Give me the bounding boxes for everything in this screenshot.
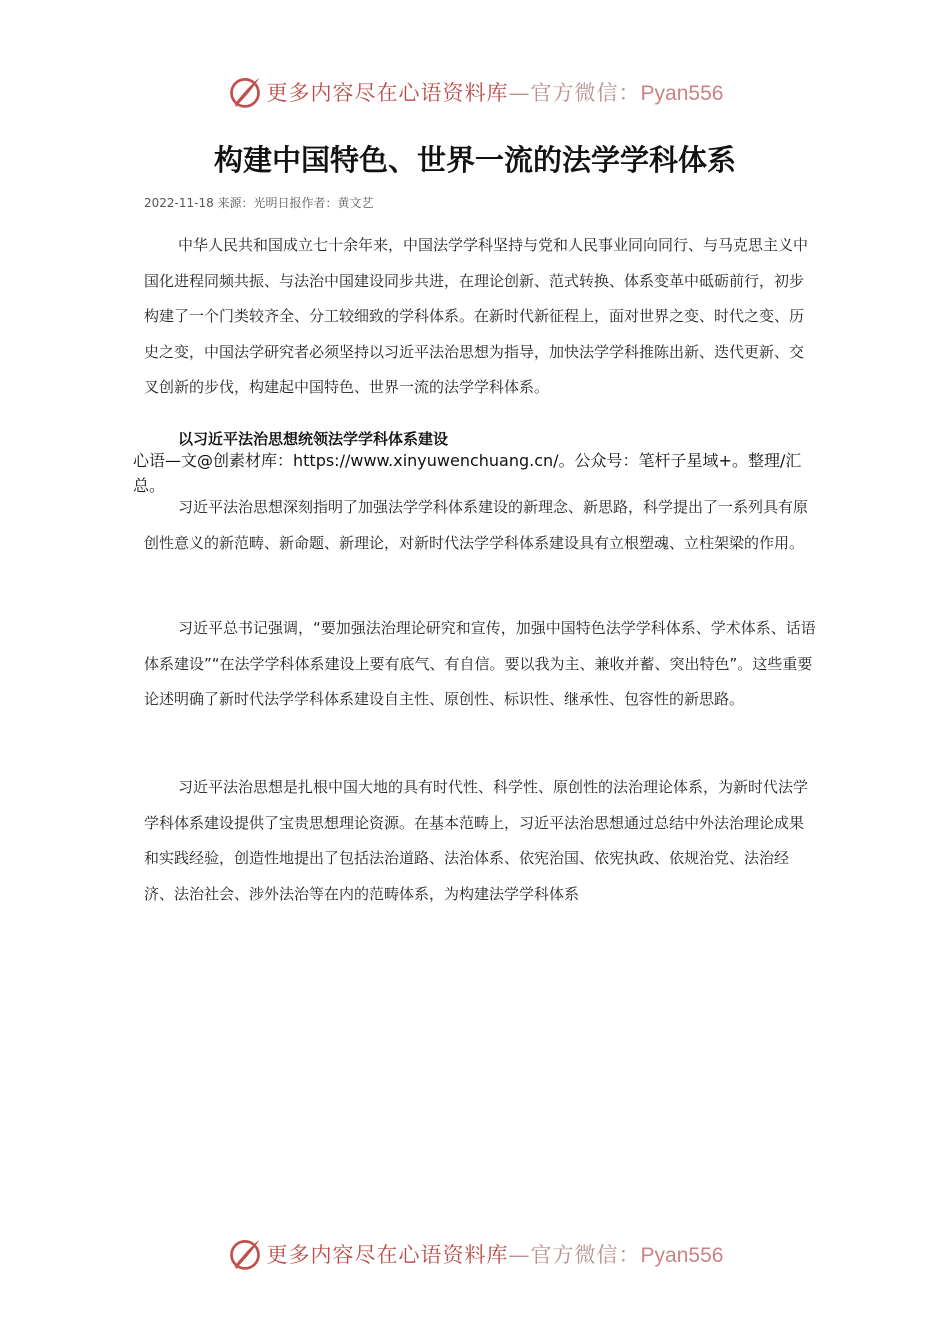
- quill-logo-icon: [227, 1236, 263, 1272]
- paragraph-1: 中华人民共和国成立七十余年来，中国法学学科坚持与党和人民事业同向同行、与马克思主义中国化进程同频共振、与法治中国建设同步共进，在理论创新、范式转换、体系变革中砥砺前行，初步构建了一个门类较齐全、分工较细致的学科体系。在新时代新征程上，面对世界之变、时代之变、历史之变，中国法学研究者必须坚持以习近平法治思想为指导，加快法学学科推陈出新、迭代更新、交叉创新的步伐，构建起中国特色、世界一流的法学学科体系。: [144, 236, 809, 396]
- header-banner: [0, 70, 950, 114]
- footer-banner: [0, 1232, 950, 1276]
- quill-logo-icon: [227, 74, 263, 110]
- banner-text: 更多内容尽在心语资料库—官方微信：Pyan556: [266, 81, 724, 105]
- paragraph-3: 习近平总书记强调，“要加强法治理论研究和宣传，加强中国特色法学学科体系、学术体系、话语体系建设”“在法学学科体系建设上要有底气、有自信。要以我为主、兼收并蓄、突出特色”。这些重要论述明确了新时代法学学科体系建设自主性、原创性、标识性、继承性、包容性的新思路。: [144, 619, 816, 708]
- section-heading: 以习近平法治思想统领法学学科体系建设: [178, 430, 449, 448]
- paragraph-2: 习近平法治思想深刻指明了加强法学学科体系建设的新理念、新思路，科学提出了一系列具有原创性意义的新范畴、新命题、新理论，对新时代法学学科体系建设具有立根塑魂、立柱架梁的作用。: [144, 498, 809, 552]
- source-note: 心语—文@创素材库：https://www.xinyuwenchuang.cn/。公众号：笔杆子星域+。整理/汇总。: [133, 451, 802, 495]
- article-meta: 2022-11-18 来源：光明日报作者：黄文艺: [144, 196, 374, 210]
- article-title: 构建中国特色、世界一流的法学学科体系: [213, 143, 736, 177]
- banner-text: 更多内容尽在心语资料库—官方微信：Pyan556: [266, 1243, 724, 1267]
- paragraph-4: 习近平法治思想是扎根中国大地的具有时代性、科学性、原创性的法治理论体系，为新时代法学学科体系建设提供了宝贵思想理论资源。在基本范畴上，习近平法治思想通过总结中外法治理论成果和实践经验，创造性地提出了包括法治道路、法治体系、依宪治国、依宪执政、依规治党、法治经济、法治社会、涉外法治等在内的范畴体系，为构建法学学科体系: [144, 778, 809, 903]
